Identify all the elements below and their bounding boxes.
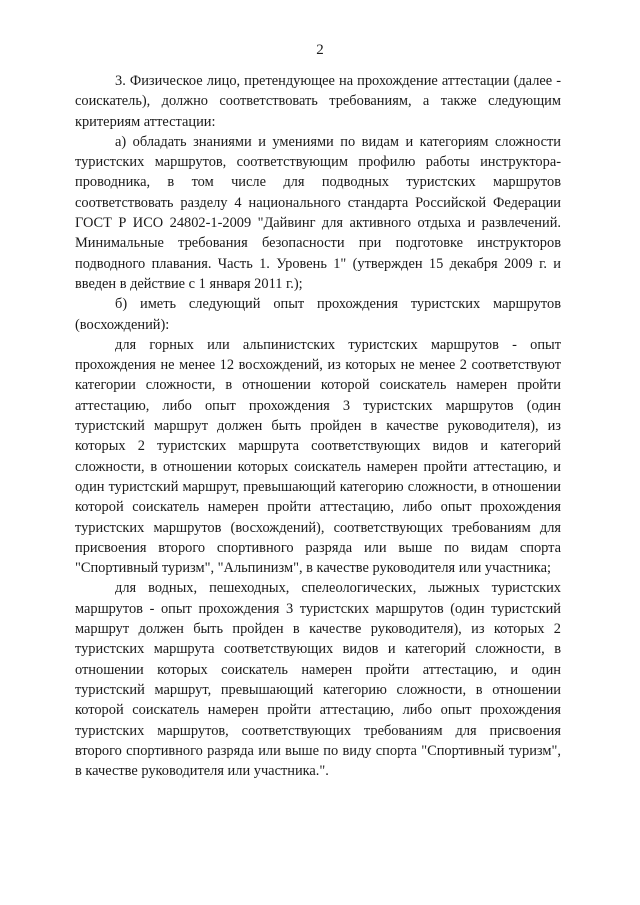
page-number: 2 (316, 42, 324, 58)
paragraph-subclause-a: а) обладать знаниями и умениями по видам и категориям сложности туристских маршрутов, соответствующим профилю работы инструктора-проводника, в том числе для подводных туристских маршрутов соответствовать разделу 4 национального стандарта Российской Федерации ГОСТ Р ИСО 24802-1-2009 "Дайвинг для активного отдыха и развлечений. Минимальные требования безопасности при подготовке инструкторов подводного плавания. Часть 1. Уровень 1" (утвержден 15 декабря 2009 г. и введен в действие с 1 января 2011 г.); (75, 133, 561, 292)
paragraph-subclause-b: б) иметь следующий опыт прохождения туристских маршрутов (восхождений): (75, 296, 561, 333)
document-body (75, 71, 561, 781)
paragraph-clause-3: 3. Физическое лицо, претендующее на прохождение аттестации (далее - соискатель), должно соответствовать требованиям, а также следующим критериям аттестации: (75, 73, 561, 130)
paragraph-water-hiking-routes: для водных, пешеходных, спелеологических, лыжных туристских маршрутов - опыт прохождения 3 туристских маршрутов (один туристский маршрут должен быть пройден в качестве руководителя), из которых 2 туристских маршрута соответствующих видов и категорий сложности, в отношении которых соискатель намерен пройти аттестацию, и один туристский маршрут, превышающий категорию сложности, в отношении которой соискатель намерен пройти аттестацию, либо опыт прохождения туристских маршрутов, соответствующих требованиям для присвоения второго спортивного разряда или выше по виду спорта "Спортивный туризм", в качестве руководителя или участника.". (75, 580, 561, 780)
paragraph-mountain-routes: для горных или альпинистских туристских маршрутов - опыт прохождения не менее 12 восхождений, из которых не менее 2 соответствуют категории сложности, в отношении которой соискатель намерен пройти аттестацию, либо опыт прохождения 3 туристских маршрутов (один туристский маршрут должен быть пройден в качестве руководителя), из которых 2 туристских маршрута соответствующих видов и категорий сложности, в отношении которых соискатель намерен пройти аттестацию, и один туристский маршрут, превышающий категорию сложности, в отношении которой соискатель намерен пройти аттестацию, либо опыт прохождения туристских маршрутов (восхождений), соответствующих требованиям для присвоения второго спортивного разряда или выше по видам спорта "Спортивный туризм", "Альпинизм", в качестве руководителя или участника; (75, 336, 561, 577)
